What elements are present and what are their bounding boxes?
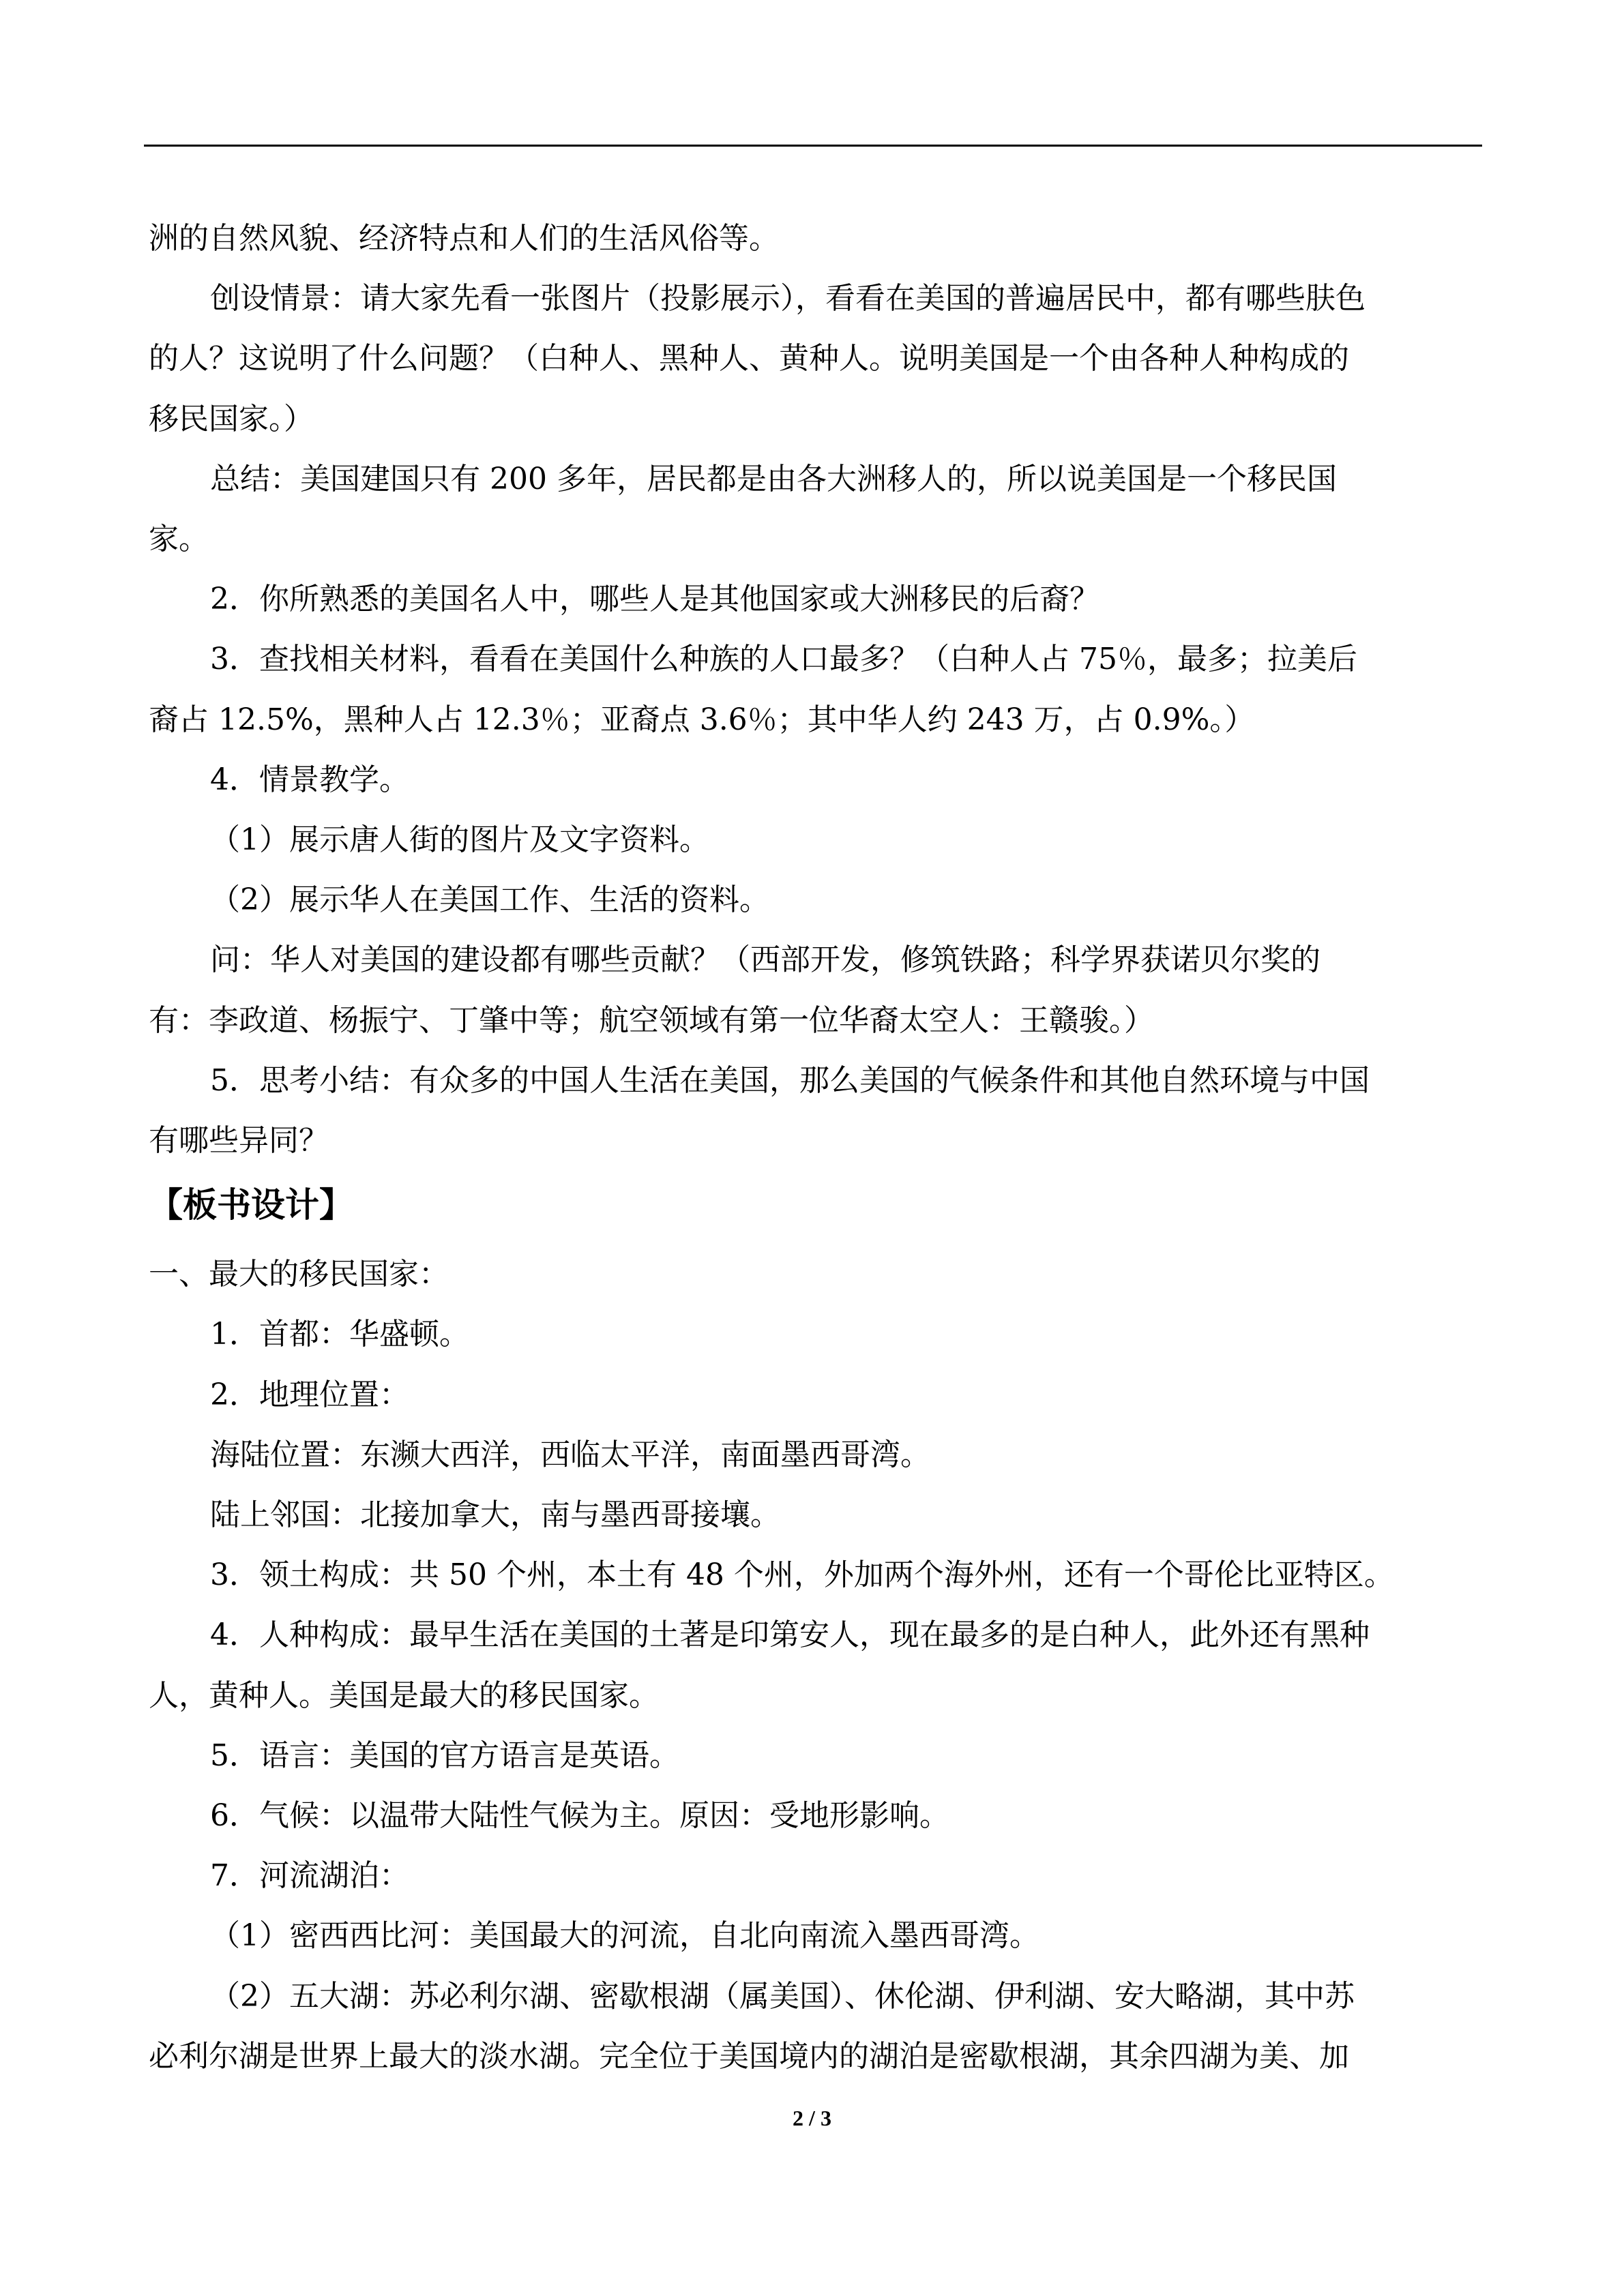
paragraph-line: 7．河流湖泊： — [210, 1858, 409, 1894]
heading-spacer — [149, 1239, 1479, 1244]
paragraph-line: 有哪些异同？ — [149, 1123, 329, 1159]
paragraph-line: 海陆位置：东濒大西洋，西临太平洋，南面墨西哥湾。 — [210, 1437, 930, 1472]
paragraph-line: 移民国家。） — [149, 401, 314, 436]
paragraph-line: 家。 — [149, 522, 209, 557]
paragraph-line: 1．首都：华盛顿。 — [210, 1317, 469, 1352]
paragraph-line: 2．你所熟悉的美国名人中，哪些人是其他国家或大洲移民的后裔？ — [210, 582, 1099, 617]
paragraph-line: 总结：美国建国只有 200 多年，居民都是由各大洲移人的，所以说美国是一个移民国 — [210, 461, 1337, 496]
paragraph-line: （1）展示唐人街的图片及文字资料。 — [210, 822, 709, 858]
paragraph-line: 问：华人对美国的建设都有哪些贡献？（西部开发，修筑铁路；科学界获诺贝尔奖的 — [210, 942, 1320, 978]
paragraph-line: 4．情景教学。 — [210, 762, 409, 797]
paragraph-line: 创设情景：请大家先看一张图片（投影展示），看看在美国的普遍居民中，都有哪些肤色 — [210, 281, 1365, 316]
paragraph-line: 3．领土构成：共 50 个州，本土有 48 个州，外加两个海外州，还有一个哥伦比亚特区。 — [210, 1557, 1394, 1593]
paragraph-line: 有：李政道、杨振宁、丁肇中等；航空领域有第一位华裔太空人：王赣骏。） — [149, 1002, 1154, 1038]
paragraph-line: 的人？这说明了什么问题？（白种人、黑种人、黄种人。说明美国是一个由各种人种构成的 — [149, 341, 1349, 376]
body-text — [149, 209, 1479, 2087]
paragraph-line: 一、最大的移民国家： — [149, 1257, 449, 1292]
paragraph-line: 必利尔湖是世界上最大的淡水湖。完全位于美国境内的湖泊是密歇根湖，其余四湖为美、加 — [149, 2038, 1349, 2074]
paragraph-line: （2）展示华人在美国工作、生活的资料。 — [210, 882, 769, 918]
paragraph-line: 洲的自然风貌、经济特点和人们的生活风俗等。 — [149, 221, 779, 256]
page-number: 2 / 3 — [793, 2106, 831, 2130]
paragraph-line: 人，黄种人。美国是最大的移民国家。 — [149, 1678, 659, 1713]
paragraph-line: 2．地理位置： — [210, 1377, 409, 1412]
paragraph-line: 陆上邻国：北接加拿大，南与墨西哥接壤。 — [210, 1497, 780, 1533]
paragraph-line: 6．气候：以温带大陆性气候为主。原因：受地形影响。 — [210, 1798, 949, 1834]
paragraph-line: （1）密西西比河：美国最大的河流，自北向南流入墨西哥湾。 — [210, 1918, 1039, 1954]
paragraph-line: （2）五大湖：苏必利尔湖、密歇根湖（属美国）、休伦湖、伊利湖、安大略湖，其中苏 — [210, 1978, 1355, 2014]
paragraph-line: 4．人种构成：最早生活在美国的土著是印第安人，现在最多的是白种人，此外还有黑种 — [210, 1617, 1370, 1653]
header-rule — [144, 145, 1482, 147]
paragraph-line: 5．思考小结：有众多的中国人生活在美国，那么美国的气候条件和其他自然环境与中国 — [210, 1062, 1370, 1098]
paragraph-line: 5．语言：美国的官方语言是英语。 — [210, 1738, 679, 1773]
section-heading: 【板书设计】 — [149, 1185, 353, 1225]
paragraph-line: 裔占 12.5%，黑种人占 12.3％；亚裔点 3.6％；其中华人约 243 万，占 0.9%。） — [149, 702, 1255, 737]
paragraph-line: 3．查找相关材料，看看在美国什么种族的人口最多？（白种人占 75％，最多；拉美后 — [210, 642, 1357, 677]
